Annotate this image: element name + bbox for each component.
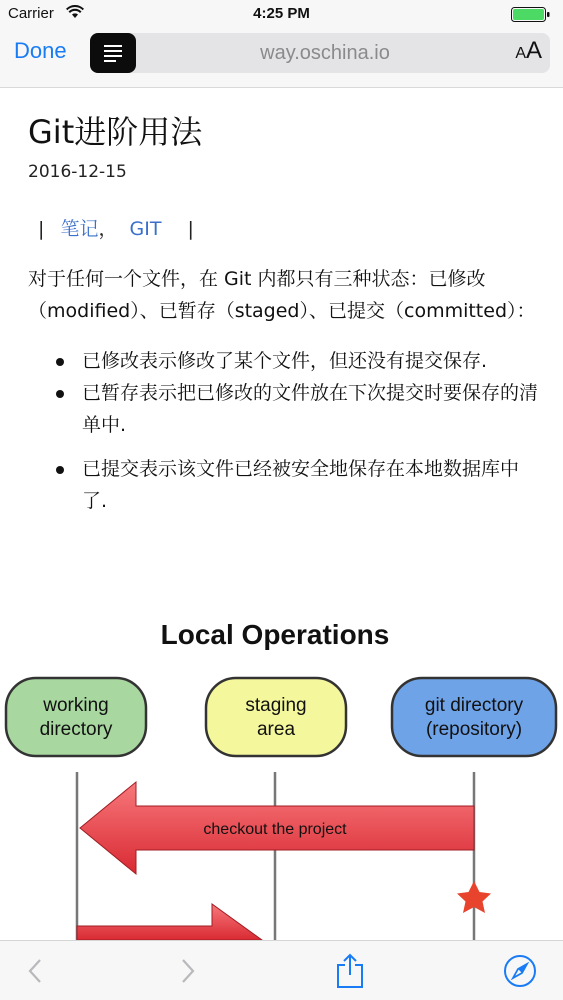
staging-area-box: [206, 678, 346, 756]
git-directory-box: [392, 678, 556, 756]
git-directory-line1: git directory: [424, 695, 524, 716]
article-title: Git进阶用法: [28, 113, 203, 151]
staging-area-line2: area: [256, 719, 296, 740]
url-text: way.oschina.io: [260, 42, 390, 64]
share-icon[interactable]: [325, 941, 375, 1000]
done-button[interactable]: Done: [14, 38, 67, 63]
tag-separator-right: |: [187, 218, 194, 240]
working-directory-box: [6, 678, 146, 756]
safari-compass-icon[interactable]: [495, 941, 545, 1000]
back-icon[interactable]: [10, 941, 60, 1000]
list-item: 已提交表示该文件已经被安全地保存在本地数据库中了.: [56, 453, 538, 517]
tag-separator-left: |: [38, 218, 45, 240]
local-operations-diagram: [0, 606, 563, 940]
clock: 4:25 PM: [253, 5, 310, 22]
tag-link-git[interactable]: GIT: [129, 218, 162, 240]
battery-icon: [511, 7, 551, 22]
url-bar[interactable]: [90, 33, 550, 73]
list-item: 已暂存表示把已修改的文件放在下次提交时要保存的清单中.: [56, 377, 538, 441]
intro-paragraph: 对于任何一个文件，在 Git 内都只有三种状态：已修改（modified）、已暂存（staged）、已提交（committed）：: [28, 268, 536, 322]
article-date: 2016-12-15: [28, 162, 127, 182]
status-bar: [0, 0, 563, 28]
text-size-button[interactable]: [515, 37, 542, 65]
git-directory-line2: (repository): [425, 719, 523, 740]
working-directory-line2: directory: [39, 719, 113, 740]
safari-nav-bar: [0, 28, 563, 88]
state-list: [28, 345, 538, 517]
tag-comma: ，: [98, 218, 118, 240]
tag-link-notes[interactable]: 笔记: [60, 218, 99, 240]
article: [28, 112, 538, 517]
staging-area-line1: staging: [245, 695, 307, 716]
bottom-toolbar: [0, 940, 563, 1000]
forward-icon[interactable]: [163, 941, 213, 1000]
working-directory-line1: working: [43, 695, 109, 716]
tag-list: [28, 214, 538, 241]
text-size-large-a: A: [525, 37, 542, 64]
checkout-arrow-label: checkout the project: [203, 821, 347, 838]
text-size-small-a: A: [515, 45, 526, 62]
diagram-title: Local Operations: [160, 619, 390, 650]
list-item: 已修改表示修改了某个文件，但还没有提交保存.: [56, 345, 538, 377]
carrier-label: Carrier: [8, 5, 54, 22]
stage-arrow: [77, 904, 262, 940]
reader-mode-icon[interactable]: [90, 33, 136, 73]
